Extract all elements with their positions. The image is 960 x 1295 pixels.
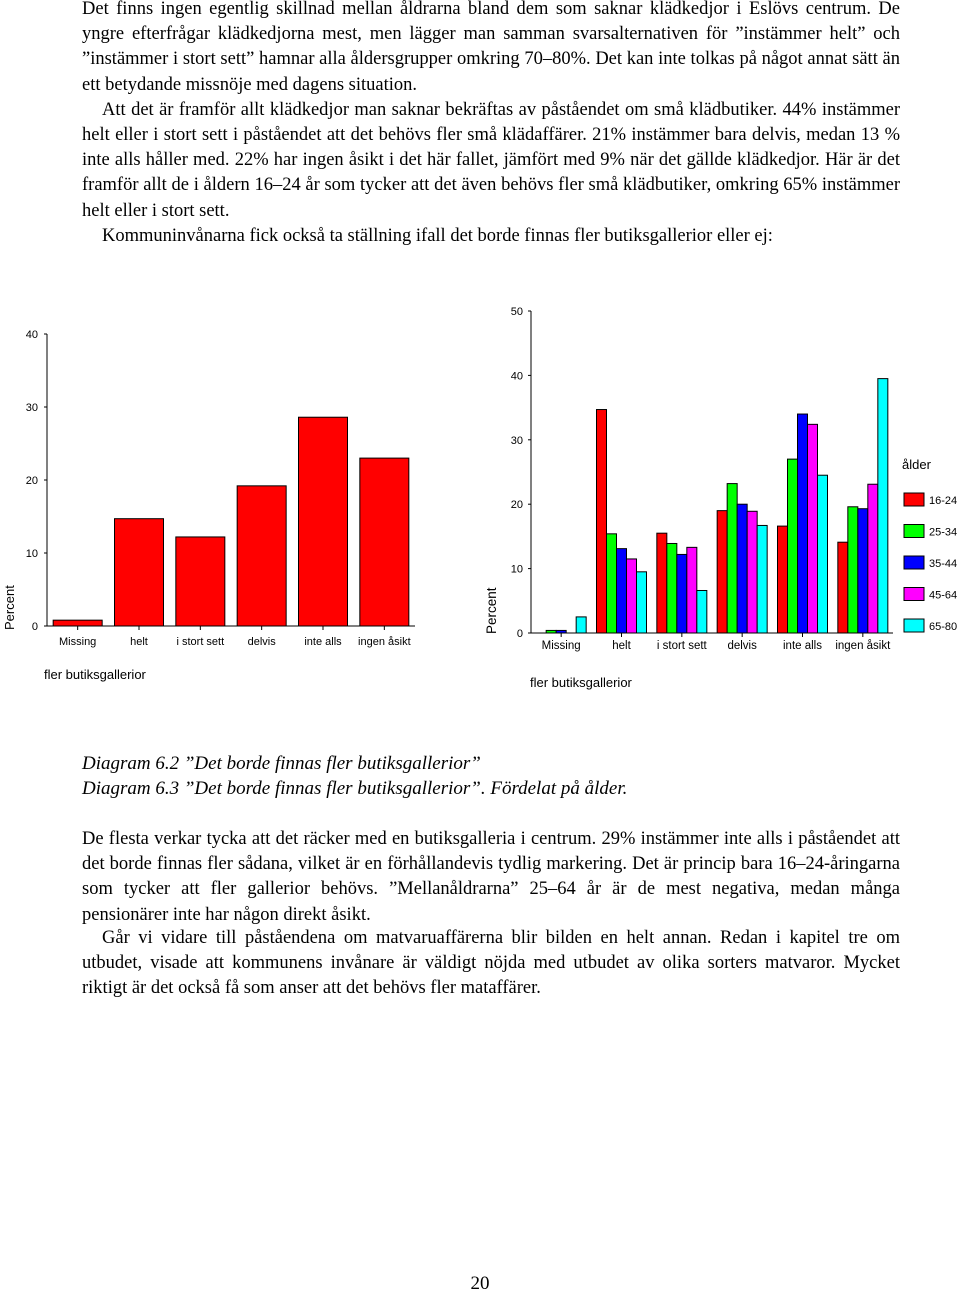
- chart2-bar-35-44: [617, 549, 627, 633]
- chart2-y-tick-label: 40: [510, 370, 523, 383]
- chart2-y-tick-label: 10: [510, 563, 523, 576]
- chart2-bar-65-80: [757, 525, 767, 633]
- chart2-x-tick-label: inte alls: [783, 640, 822, 652]
- chart2-bar-35-44: [858, 509, 868, 633]
- chart1-x-tick-label: Missing: [59, 636, 97, 648]
- chart1-x-axis-label: fler butiksgallerior: [44, 667, 146, 682]
- chart1-x-tick-label: ingen åsikt: [358, 636, 411, 648]
- chart1-x-tick-label: delvis: [247, 636, 276, 648]
- chart2-bar-25-34: [546, 630, 556, 633]
- chart1-y-tick-label: 30: [25, 402, 38, 414]
- chart2-legend-label: 16-24: [929, 495, 958, 507]
- chart2-bar-45-64: [868, 484, 878, 633]
- paragraph-butiksgalleria: De flesta verkar tycka att det räcker med en butiksgalleria i centrum. 29% instämmer inte alls i påståendet att det borde finnas fler sådana, vilket är en förhållandevis tydlig markering. Det är princip bara 16–24-åringarna som tycker att fler gallerior behövs. ”Mellanåldrarna” 25–64 år är de mest negativa, medan många pensionärer inte har någon direkt åsikt.: [82, 829, 900, 925]
- chart2-bar-25-34: [788, 459, 798, 633]
- chart1-x-tick-label: inte alls: [304, 636, 342, 648]
- chart2-y-tick-label: 50: [510, 306, 523, 318]
- chart2-legend-swatch-35-44: [904, 556, 924, 569]
- chart2-bar-45-64: [808, 424, 818, 633]
- chart1-bar: [53, 620, 102, 626]
- chart1-bar: [360, 458, 409, 626]
- chart2-x-tick-label: ingen åsikt: [835, 640, 891, 652]
- chart1-bar: [299, 417, 348, 626]
- chart2-legend-swatch-45-64: [904, 588, 924, 601]
- caption-diagram-6-3: Diagram 6.3 ”Det borde finnas fler butiksgallerior”. Fördelat på ålder.: [82, 778, 628, 799]
- chart2-bar-45-64: [627, 559, 637, 633]
- chart2-x-tick-label: i stort sett: [656, 640, 707, 652]
- chart2-bar-65-80: [818, 475, 828, 633]
- chart1-bar: [115, 519, 164, 626]
- chart1-y-tick-label: 0: [31, 621, 38, 633]
- chart2-legend-swatch-16-24: [904, 493, 924, 506]
- chart2-bar-16-24: [657, 533, 667, 633]
- paragraph-klädbutiker: Att det är framför allt klädkedjor man saknar bekräftas av påståendet om små klädbutiker. 44% instämmer helt eller i stort sett i påståendet att det behövs fler små klädaffärer. 21% instämmer bara delvis, medan 13 % inte alls håller med. 22% har ingen åsikt i det här fallet, jämfört med 9% när det gällde klädkedjor. Här är det framför allt de i åldern 16–24 år som tycker att det även behövs fler små klädbutiker, omkring 65% instämmer helt eller i stort sett.: [82, 99, 900, 221]
- chart2-bar-25-34: [607, 534, 617, 633]
- chart2-bar-25-34: [667, 543, 677, 633]
- chart2-legend-title: ålder: [902, 457, 931, 472]
- chart2-bar-35-44: [677, 554, 687, 633]
- chart2-bar-16-24: [597, 410, 607, 633]
- chart2-bar-65-80: [697, 590, 707, 633]
- chart2-bar-45-64: [687, 547, 697, 633]
- chart2-y-axis-label: Percent: [484, 587, 499, 634]
- chart1-y-axis-label: Percent: [2, 585, 17, 630]
- chart1-y-tick-label: 10: [25, 548, 38, 560]
- chart2-bar-45-64: [747, 511, 757, 633]
- chart2-bar-25-34: [848, 507, 858, 633]
- chart2-bar-25-34: [727, 484, 737, 633]
- chart2-y-tick-label: 20: [510, 499, 523, 512]
- caption-diagram-6-2: Diagram 6.2 ”Det borde finnas fler butiksgallerior”: [82, 753, 481, 774]
- chart1-x-tick-label: helt: [130, 636, 148, 648]
- chart1-bar: [237, 486, 286, 626]
- chart2-x-tick-label: Missing: [541, 640, 581, 652]
- paragraph-gallerior-intro: Kommuninvånarna fick också ta ställning ifall det borde finnas fler butiksgallerior eller ej:: [102, 225, 773, 246]
- chart2-bar-65-80: [576, 617, 586, 633]
- chart2-bar-35-44: [798, 414, 808, 633]
- chart2-y-tick-label: 0: [516, 628, 523, 640]
- chart2-bar-16-24: [717, 511, 727, 633]
- chart2-legend-swatch-25-34: [904, 525, 924, 538]
- chart2-x-tick-label: helt: [612, 640, 631, 652]
- paragraph-matvaror: Går vi vidare till påståendena om matvaruaffärerna blir bilden en helt annan. Redan i kapitel tre om utbudet, visade att kommunens invånare är väldigt nöjda med utbudet av olika sorters matvaror. Mycket riktigt är det också få som anser att det behövs fler mataffärer.: [82, 928, 900, 999]
- chart2-bar-65-80: [637, 572, 647, 633]
- chart2-legend-label: 35-44: [929, 558, 958, 570]
- chart2-x-axis-label: fler butiksgallerior: [530, 675, 632, 690]
- chart1-x-tick-label: i stort sett: [176, 636, 225, 648]
- chart2-bar-16-24: [778, 526, 788, 633]
- chart2-y-tick-label: 30: [510, 434, 523, 447]
- chart1-y-tick-label: 20: [25, 475, 38, 487]
- paragraph-klädkedjor: Det finns ingen egentlig skillnad mellan åldrarna bland dem som saknar klädkedjor i Eslövs centrum. De yngre efterfrågar klädkedjorna mest, men lägger man samman svarsalternativen för ”instämmer helt” och ”instämmer i stort sett” hamnar alla åldersgrupper omkring 70–80%. Det kan inte tolkas på något annat sätt än ett betydande missnöje med dagens situation.: [82, 0, 900, 95]
- chart2-bar-16-24: [838, 542, 848, 633]
- chart1-bar: [176, 537, 225, 626]
- chart2-legend-label: 25-34: [929, 526, 958, 539]
- chart2-legend-label: 65-80: [929, 621, 958, 633]
- chart1-y-tick-label: 40: [25, 329, 38, 341]
- chart2-x-tick-label: delvis: [727, 640, 757, 652]
- page-number: 20: [470, 1273, 490, 1294]
- chart2-bar-35-44: [556, 630, 566, 633]
- chart2-bar-65-80: [878, 379, 888, 633]
- chart2-bar-35-44: [737, 504, 747, 633]
- chart2-legend-swatch-65-80: [904, 619, 924, 632]
- chart2-legend-label: 45-64: [929, 589, 958, 602]
